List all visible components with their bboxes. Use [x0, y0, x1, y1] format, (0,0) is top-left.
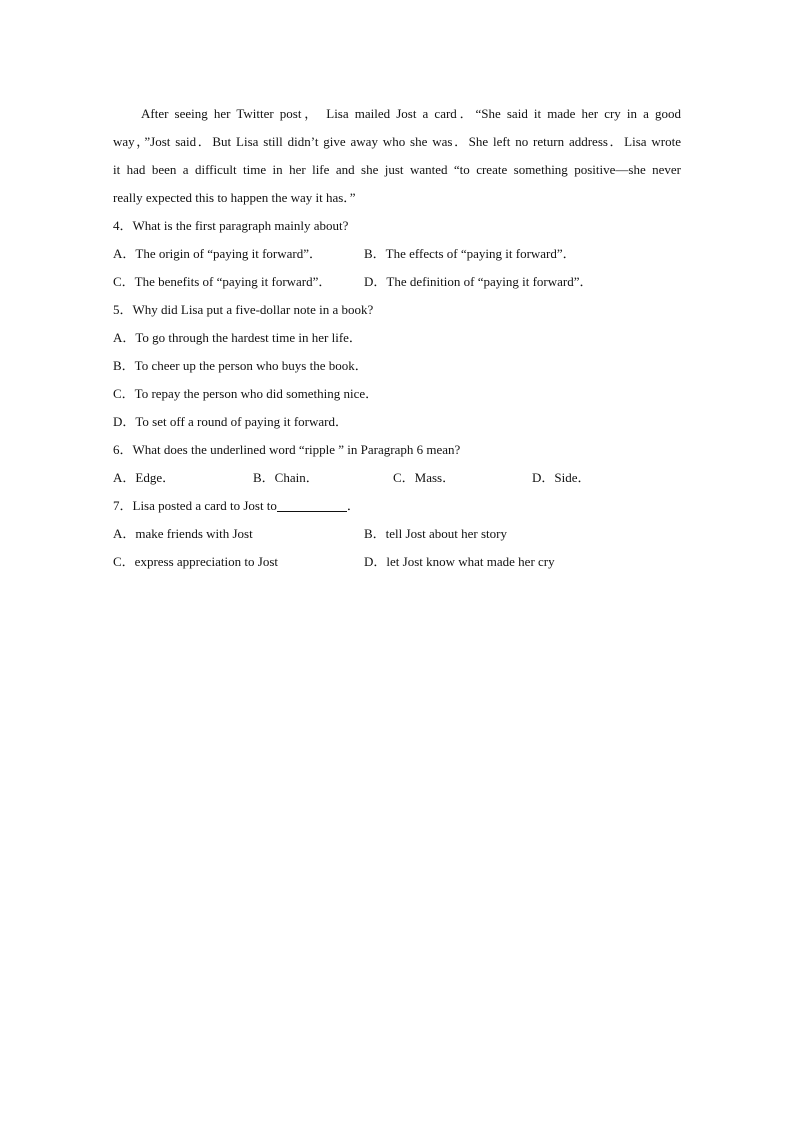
question-7-option-d[interactable]: D．let Jost know what made her cry [364, 554, 555, 569]
question-7-option-a[interactable]: A．make friends with Jost [113, 526, 253, 541]
question-6-options-row [113, 464, 681, 492]
document-page [113, 100, 681, 576]
question-7-options-row-2 [113, 548, 681, 576]
passage-line: way，”Jost said．But Lisa still didn’t give away who she was．She left no return address．Lisa wrote [113, 134, 681, 149]
question-4-option-b[interactable]: B．The effects of “paying it forward”． [364, 246, 576, 261]
passage-line: it had been a difficult time in her life and she just wanted “to create something positive—she never [113, 162, 681, 177]
question-4-options-row-1 [113, 240, 681, 268]
question-7-stem-end: ． [346, 498, 360, 513]
question-5-option-d[interactable]: D．To set off a round of paying it forward． [113, 414, 348, 429]
question-5-stem: 5．Why did Lisa put a five-dollar note in a book? [113, 302, 374, 317]
question-7-option-b[interactable]: B．tell Jost about her story [364, 526, 507, 541]
question-4-options-row-2 [113, 268, 681, 296]
question-4-option-d[interactable]: D．The definition of “paying it forward”． [364, 274, 593, 289]
answer-blank [277, 497, 347, 512]
question-6-option-b[interactable]: B．Chain． [253, 470, 319, 485]
question-7-stem [113, 492, 681, 520]
question-4-option-c[interactable]: C．The benefits of “paying it forward”． [113, 274, 332, 289]
question-7-option-c[interactable]: C．express appreciation to Jost [113, 554, 278, 569]
question-6-option-c[interactable]: C．Mass． [393, 470, 456, 485]
question-5-option-a[interactable]: A．To go through the hardest time in her life． [113, 330, 362, 345]
question-5-option-c[interactable]: C．To repay the person who did something nice． [113, 386, 379, 401]
question-4-option-a[interactable]: A．The origin of “paying it forward”． [113, 246, 323, 261]
passage-line: really expected this to happen the way it has．” [113, 190, 356, 205]
question-5-option-b[interactable]: B．To cheer up the person who buys the book． [113, 358, 368, 373]
question-6-stem: 6．What does the underlined word “ripple ” in Paragraph 6 mean? [113, 442, 461, 457]
question-4-stem: 4．What is the first paragraph mainly about? [113, 218, 349, 233]
question-6-option-a[interactable]: A．Edge． [113, 470, 176, 485]
passage-line: After seeing her Twitter post， Lisa mailed Jost a card．“She said it made her cry in a good [141, 106, 681, 121]
passage-paragraph [113, 100, 681, 212]
question-6-option-d[interactable]: D．Side． [532, 470, 591, 485]
question-7-stem-text: 7．Lisa posted a card to Jost to [113, 498, 277, 513]
question-7-options-row-1 [113, 520, 681, 548]
